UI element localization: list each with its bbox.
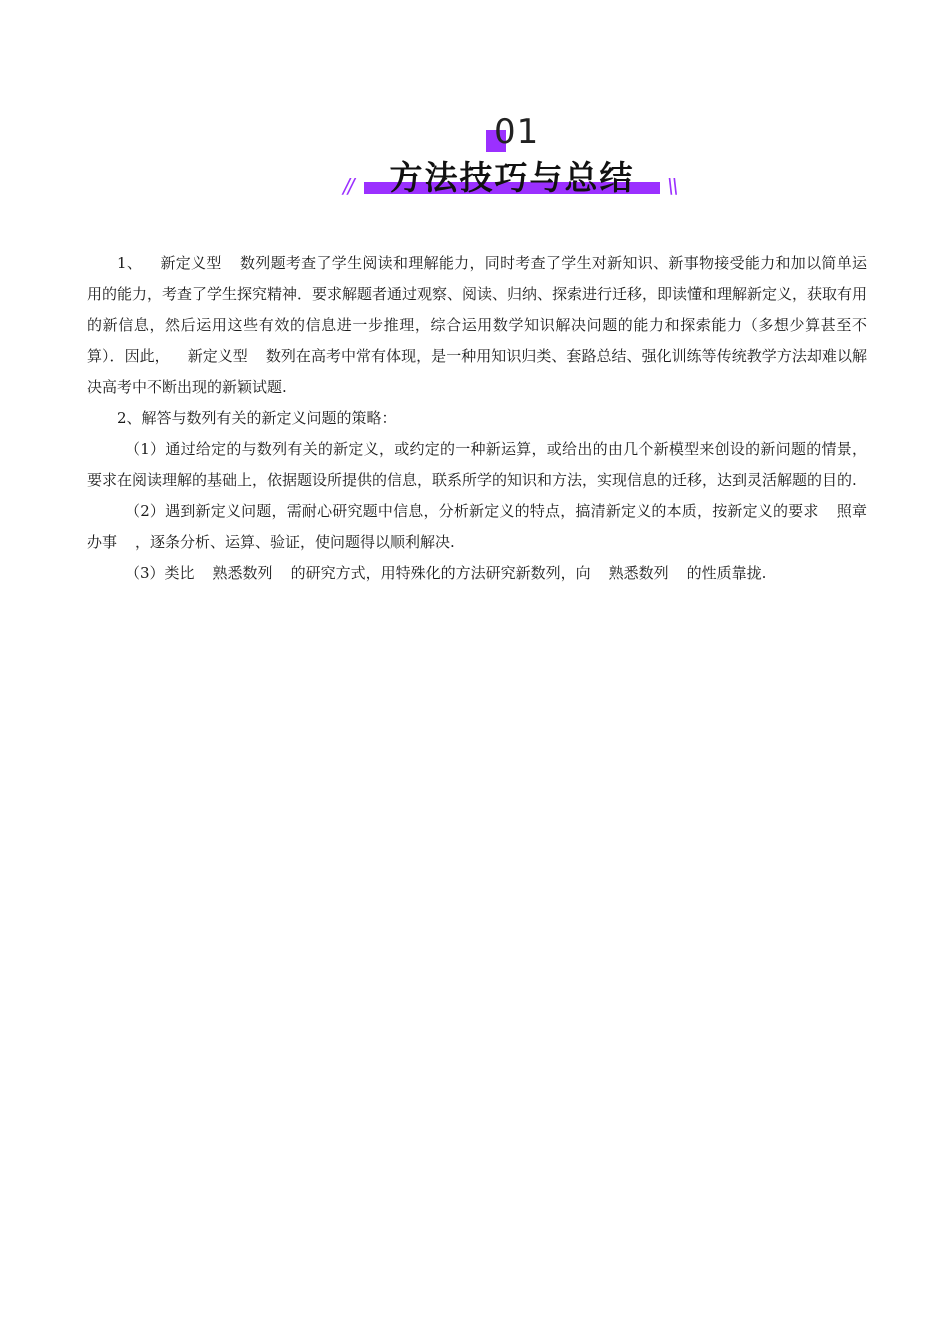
p5-body-2: 的研究方式，用特殊化的方法研究新数列，向 [290,564,591,582]
section-header [0,110,950,210]
paragraph-2: 2、解答与数列有关的新定义问题的策略： [117,409,397,427]
p1-term-2: 新定义型 [187,347,248,365]
p1-body-1: 数列题考查了学生阅读和理解能力，同时考查了学生对新知识、新事物接受能力和加以简单运用的能力，考查了学生探究精神．要求解题者通过观察、阅读、归纳、探索进行迁移，即读懂和理解新定义，获取有用的新信息，然后运用这些有效的信息进一步推理，综合运用数学知识解决问题的能力和探索能力（多想少算甚至不算）．因此， [87,254,868,365]
decor-slashes-right: \\ [667,174,677,198]
p4-body-1: （2）遇到新定义问题，需耐心研究题中信息，分析新定义的特点，搞清新定义的本质，按新定义的要求 [125,502,819,520]
p5-body-1: （3）类比 [125,564,195,582]
paragraph-1 [87,248,867,403]
p5-term-1: 熟悉数列 [212,564,273,582]
paragraph-3: （1）通过给定的与数列有关的新定义，或约定的一种新运算，或给出的由几个新模型来创设的新问题的情景，要求在阅读理解的基础上，依据题设所提供的信息，联系所学的知识和方法，实现信息的迁移，达到灵活解题的目的. [87,440,867,489]
p1-lead: 1、 [117,254,143,272]
p5-body-3: 的性质靠拢. [686,564,767,582]
p1-body-2: 数列在高考中常有体现，是一种用知识归类、套路总结、强化训练等传统教学方法却难以解决高考中不断出现的新颖试题. [87,347,867,396]
paragraph-4 [87,496,867,558]
p4-term: 照章办事 [87,502,867,551]
p1-term-1: 新定义型 [160,254,222,272]
p5-term-2: 熟悉数列 [608,564,669,582]
paragraph-5 [87,558,867,589]
section-title: 方法技巧与总结 [389,158,635,197]
section-number: 01 [494,112,540,152]
p4-body-2: ，逐条分析、运算、验证，使问题得以顺利解决. [135,533,455,551]
body-content [87,248,867,589]
decor-slashes-left: // [343,174,353,198]
